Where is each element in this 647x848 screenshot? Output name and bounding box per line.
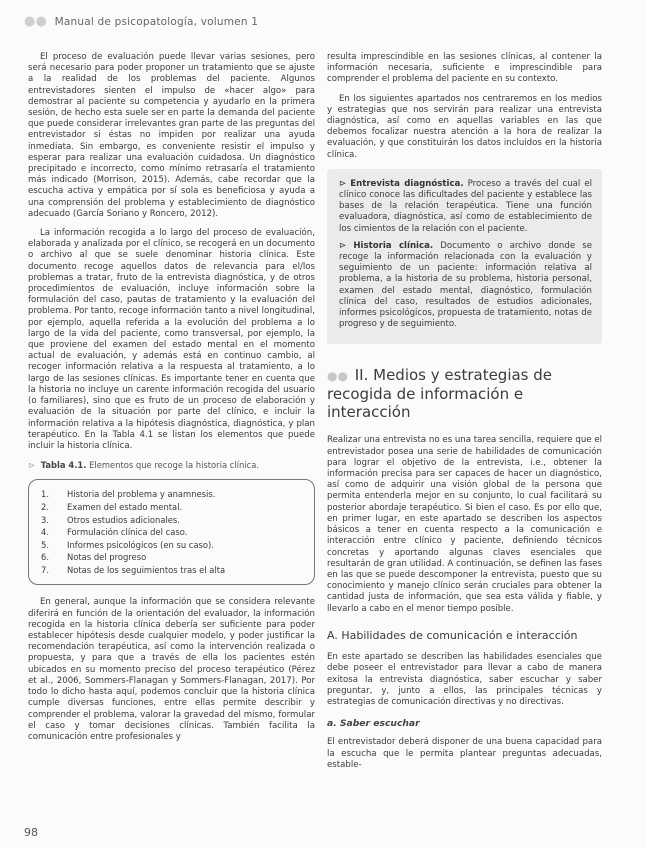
row-number: 1. <box>41 489 49 500</box>
body-paragraph: El proceso de evaluación puede llevar varias sesiones, pero será necesario para poder proponer un tratamiento que se ajuste a la realidad de los problemas del paciente. Algunos entrevistadores sienten el impulso de «hacer algo» para demostrar al paciente su competencia y ayudarlo en la primera sesión, de hecho esta suele ser en parte la demanda del paciente que puede considerar irrelevantes gran parte de las preguntas del entrevistador si éstas no impiden por realizar una ayuda inmediata. Sin embargo, es conveniente resistir el impulso y esperar para realizar una evaluación cuidadosa. Un diagnóstico precipitado e incorrecto, como mínimo retrasaría el tratamiento más indicado (Morrison, 2015). Además, cabe recordar que la escucha activa y empática por sí sola es beneficiosa y ayuda a una comprensión del problema y establecimiento de diagnóstico adecuado (García Soriano y Roncero, 2012). <box>28 52 315 219</box>
section-marker-icon: ●● <box>327 369 348 384</box>
subsubsection-title: Saber escuchar <box>339 718 420 730</box>
table-marker-icon: ⊳ <box>28 460 36 471</box>
definition-text: Documento o archivo donde se recoge la información relacionada con la evaluación y seguimiento de un paciente: información relativa al problema, a la historia de su problema, historia personal, examen del estado mental, diagnóstico, formulación clínica del caso, resultados de estudios adicionales, informes psicológicos, propuesta de tratamiento, notas de progreso y de seguimiento. <box>339 240 592 330</box>
subsection-heading <box>327 629 602 643</box>
table-row <box>41 564 304 577</box>
row-number: 5. <box>41 539 49 550</box>
body-paragraph: El entrevistador deberá disponer de una buena capacidad para la escucha que le permita plantear preguntas adecuadas, estable- <box>327 737 602 770</box>
subsubsection-heading <box>327 718 602 729</box>
definition-term: Historia clínica. <box>353 240 434 251</box>
body-paragraph: En los siguientes apartados nos centraremos en los medios y estrategias que nos servirán para realizar una entrevista diagnóstica, así como en aquellas variables en las que debemos focalizar nuestra atención a la hora de realizar la evaluación, y que constituirán los datos incluidos en la historia clínica. <box>327 93 602 160</box>
definition-text: Proceso a través del cual el clínico conoce las dificultades del paciente y establece las bases de la relación terapéutica. Tiene una función evaluadora, diagnóstica, así como de establecimiento de los cimientos de la relación con el paciente. <box>339 178 592 234</box>
left-column <box>28 52 315 751</box>
body-paragraph: La información recogida a lo largo del proceso de evaluación, elaborada y analizada por el clínico, se recogerá en un documento o archivo al que se suele denominar historia clínica. Este documento recoge aquellos datos de relevancia para el/los problemas a tratar, fruto de la entrevista diagnóstica, y de otros procedimientos de evaluación, incluye información sobre la formulación del caso, pautas de tratamiento y la evaluación del problema. Por tanto, recoge información tanto a nivel longitudinal, por ejemplo, aquella referida a la evolución del problema a lo largo de la vida del paciente, como transversal, por ejemplo, la que proviene del examen del estado mental en el momento actual de evaluación, y además está en continuo cambio, al recoger información relativa a la respuesta al tratamiento, a lo largo de las sesiones clínicas. Es importante tener en cuenta que la historia no incluye un carente información recogida del usuario (o familiares), sino que es fruto de un proceso de elaboración y evaluación de la situación por parte del clínico, e incluir la información relativa a la hipótesis diagnóstica, diagnóstica, y plan terapéutico. En la Tabla 4.1 se listan los elementos que puede incluir la historia clínica. <box>28 228 315 451</box>
table-row <box>41 488 304 501</box>
subsection-title: Habilidades de comunicación e interacción <box>341 628 578 642</box>
row-text: Otros estudios adicionales. <box>67 514 180 525</box>
definition-item <box>339 179 592 235</box>
row-number: 6. <box>41 552 49 563</box>
table-row <box>41 514 304 527</box>
row-number: 7. <box>41 564 49 575</box>
subsection-letter: A. <box>327 628 338 642</box>
table-row <box>41 539 304 552</box>
section-numeral: II. <box>354 366 369 385</box>
section-title: Medios y estrategias de recogida de información e interacción <box>327 366 553 422</box>
definition-term: Entrevista diagnóstica. <box>350 178 464 189</box>
table-caption-text: Elementos que recoge la historia clínica. <box>89 460 260 471</box>
row-number: 2. <box>41 501 49 512</box>
table-row <box>41 551 304 564</box>
row-text: Examen del estado mental. <box>67 501 183 512</box>
right-column <box>327 52 602 779</box>
row-text: Informes psicológicos (en su caso). <box>67 539 214 550</box>
row-text: Historia del problema y anamnesis. <box>67 489 216 500</box>
table-4-1 <box>28 460 315 585</box>
page-number: 98 <box>24 826 38 839</box>
table-caption-label: Tabla 4.1. <box>40 460 87 471</box>
definitions-box <box>327 169 602 345</box>
table-row <box>41 501 304 514</box>
body-paragraph: En general, aunque la información que se considera relevante diferirá en función de la orientación del evaluador, la información recogida en la historia clínica debería ser suficiente para poder establecer hipótesis desde cualquier modelo, y poder justificar la recomendación terapéutica, así como la intervención realizada o propuesta, y para que a través de ella los pacientes estén ubicados en su momento preciso del proceso terapéutico (Pérez et al., 2006, Sommers-Flanagan y Sommers-Flanagan, 2017). Por todo lo dicho hasta aquí, podemos concluir que la historia clínica cumple diversas funciones, entre ellas permite describir y comprender el problema, valorar la gravedad del mismo, formular el caso y tomar decisiones clínicas. También facilita la comunicación entre profesionales y <box>28 597 315 742</box>
table-row <box>41 526 304 539</box>
definition-marker-icon: ⊳ <box>339 240 347 251</box>
row-text: Formulación clínica del caso. <box>67 527 188 538</box>
body-paragraph: Realizar una entrevista no es una tarea sencilla, requiere que el entrevistador posea una serie de habilidades de comunicación para lograr el objetivo de la entrevista, i.e., obtener la información precisa para ser capaces de hacer un diagnóstico, así como de adquirir una visión global de la persona que permita entenderla mejor en su conjunto, lo cual facilitará su posterior abordaje terapéutico. Si bien el caso. Es por ello que, en primer lugar, en este apartado se describen los aspectos básicos a tener en cuenta respecto a la comunicación e interacción entre clínico y paciente, definiendo técnicos concretas y aportando algunas claves esenciales que resultarán de gran utilidad. A continuación, se definen las fases en las que se puede descomponer la entrevista, puesto que su conocimiento y manejo clínico serán cruciales para obtener la cantidad justa de información, que sea esta válida y fiable, y llevarlo a cabo en el menor tiempo posible. <box>327 435 602 614</box>
header-marker-icon: ●● <box>24 14 48 29</box>
definition-marker-icon: ⊳ <box>339 178 347 189</box>
table-caption <box>28 460 315 471</box>
body-paragraph: resulta imprescindible en las sesiones clínicas, al contener la información necesaria, suficiente e imprescindible para comprender el problema del paciente en su contexto. <box>327 52 602 85</box>
table-box <box>28 479 315 585</box>
row-number: 3. <box>41 514 49 525</box>
header-title: Manual de psicopatología, volumen 1 <box>54 16 259 28</box>
running-header <box>24 14 258 29</box>
row-text: Notas del progreso <box>67 552 147 563</box>
section-heading <box>327 366 602 421</box>
definition-item <box>339 241 592 331</box>
row-text: Notas de los seguimientos tras el alta <box>67 564 226 575</box>
subsubsection-letter: a. <box>327 718 337 730</box>
row-number: 4. <box>41 527 49 538</box>
body-paragraph: En este apartado se describen las habilidades esenciales que debe poseer el entrevistador para llevar a cabo de manera exitosa la entrevista diagnóstica, saber escuchar y saber preguntar, y, junto a ellos, las principales técnicas y estrategias de comunicación directivas y no directivas. <box>327 652 602 708</box>
